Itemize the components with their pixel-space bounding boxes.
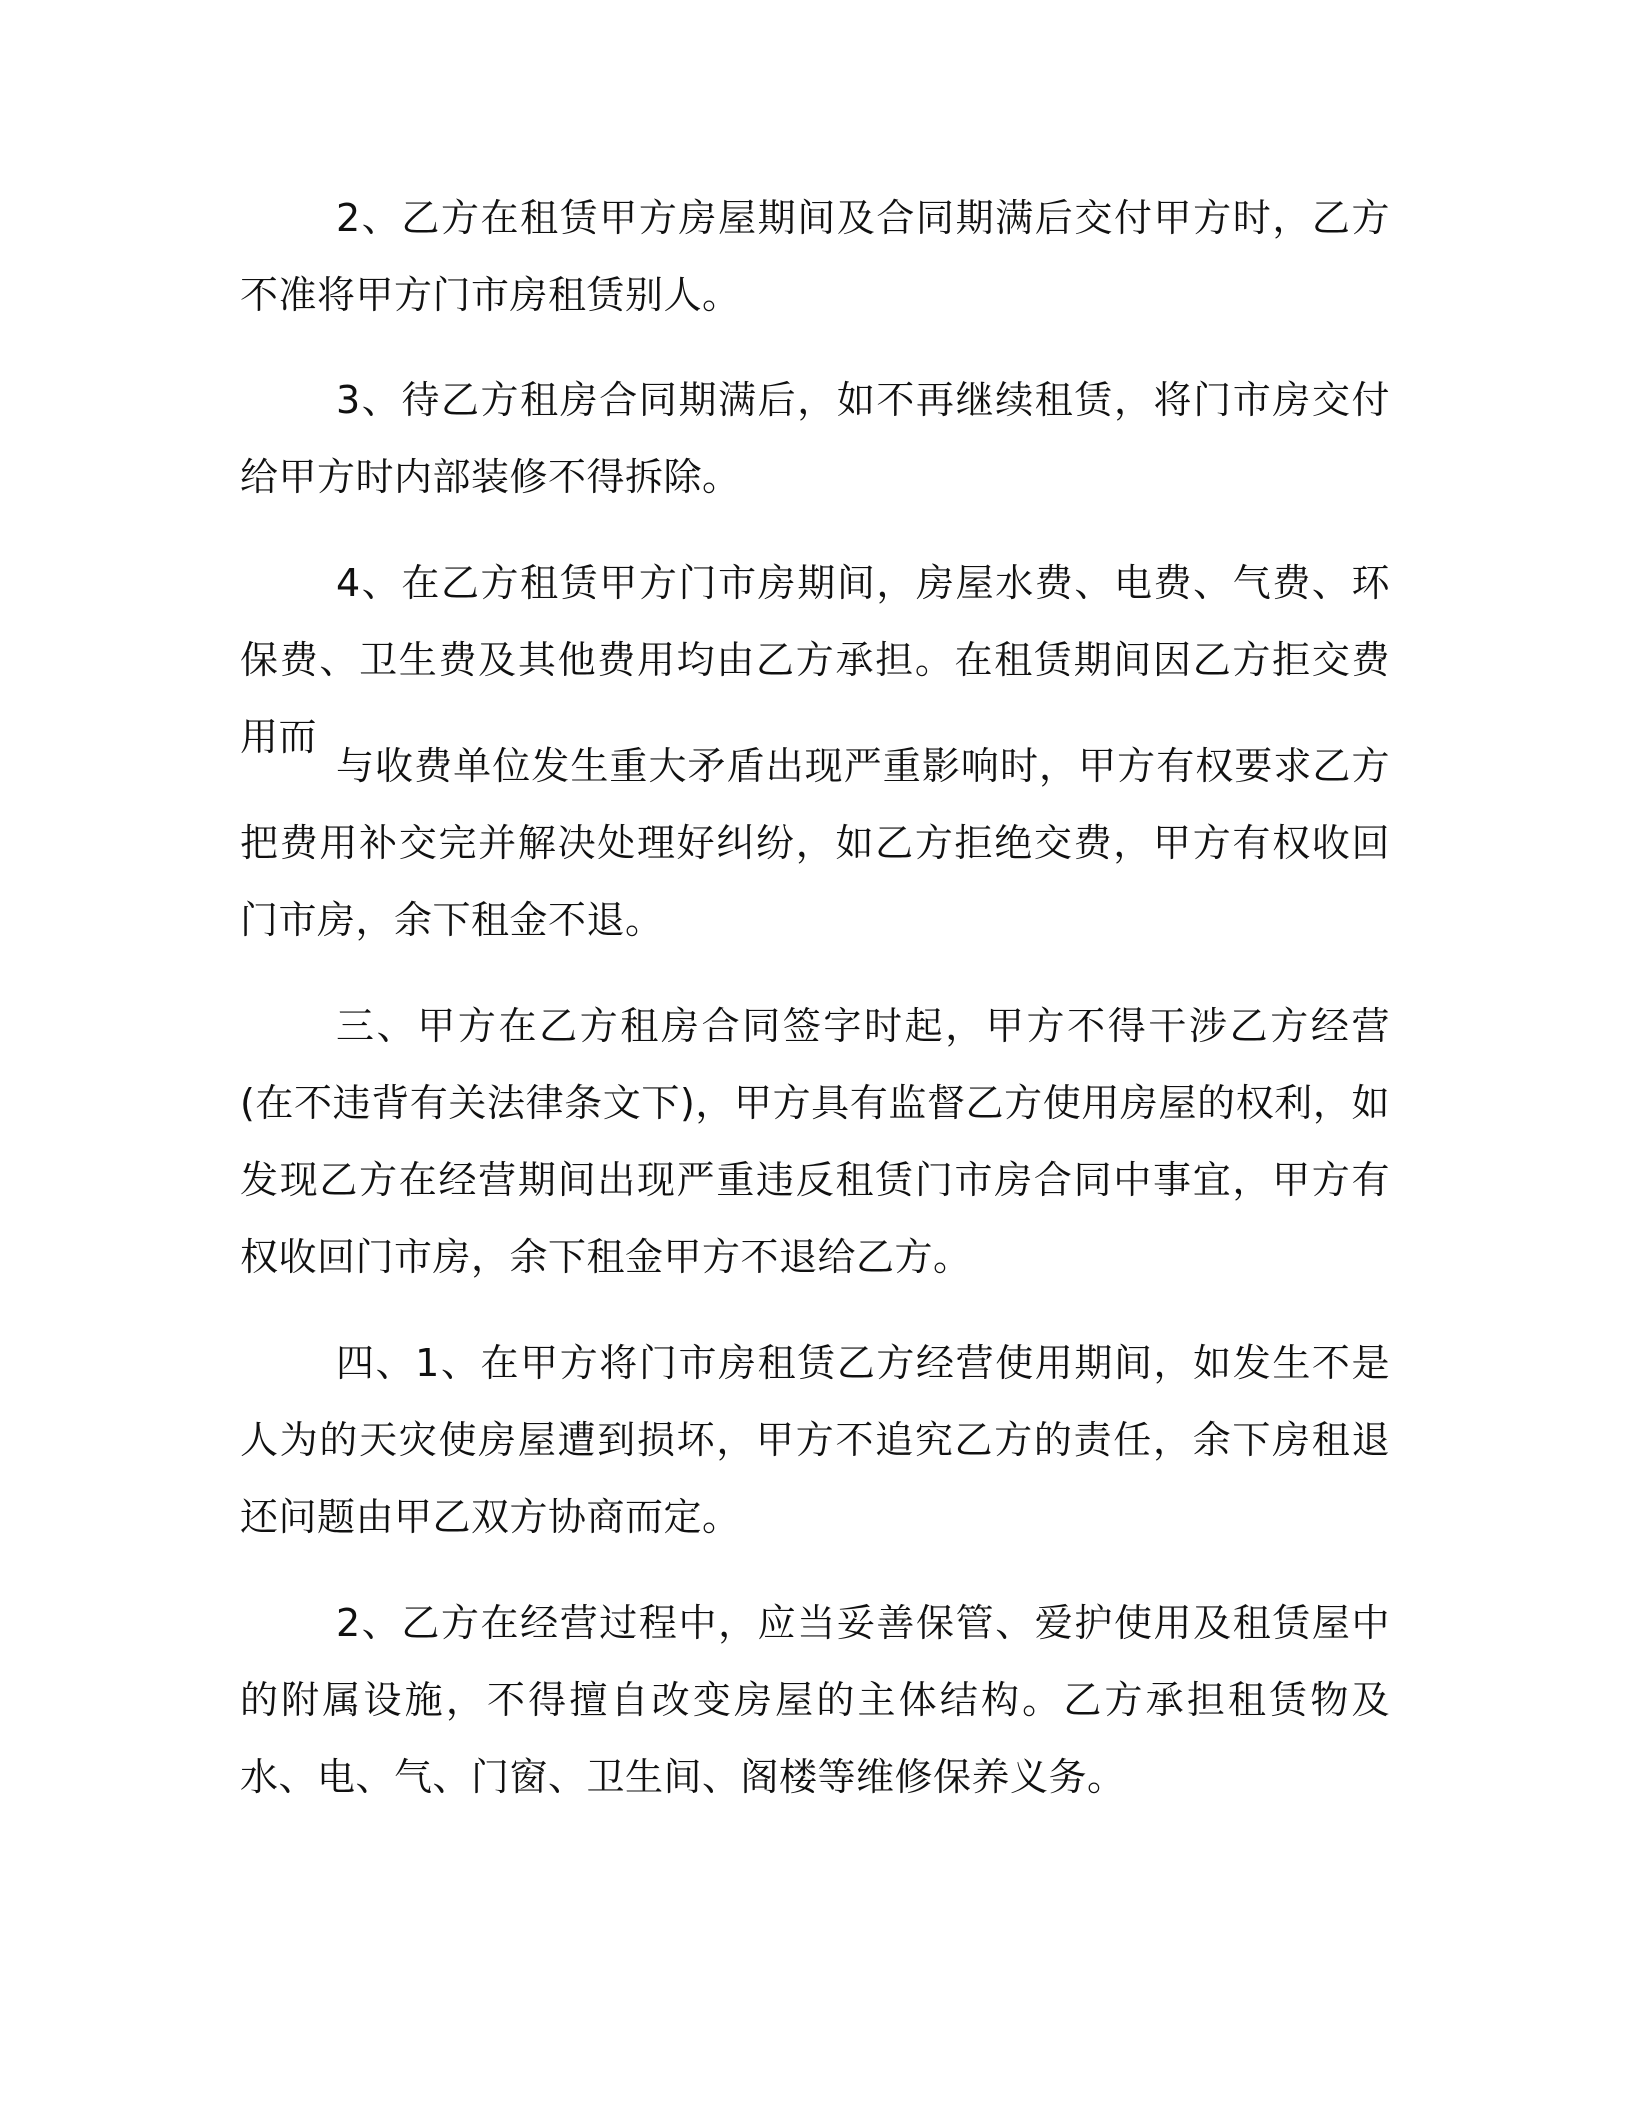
- paragraph-section-3: 三、甲方在乙方租房合同签字时起，甲方不得干涉乙方经营(在不违背有关法律条文下)，甲方具有监督乙方使用房屋的权利，如发现乙方在经营期间出现严重违反租赁门市房合同中事宜，甲方有权收回门市房，余下租金甲方不退给乙方。: [240, 1004, 1390, 1279]
- paragraph-section-4-item-2: 2、乙方在经营过程中，应当妥善保管、爱护使用及租赁屋中的附属设施，不得擅自改变房屋的主体结构。乙方承担租赁物及水、电、气、门窗、卫生间、阁楼等维修保养义务。: [240, 1601, 1390, 1799]
- paragraph-section-4-item-1: 四、1、在甲方将门市房租赁乙方经营使用期间，如发生不是人为的天灾使房屋遭到损坏，甲方不追究乙方的责任，余下房租退还问题由甲乙双方协商而定。: [240, 1341, 1390, 1539]
- paragraph-clause-3: 3、待乙方租房合同期满后，如不再继续租赁，将门市房交付给甲方时内部装修不得拆除。: [240, 378, 1390, 499]
- paragraph-clause-4-continued: 与收费单位发生重大矛盾出现严重影响时，甲方有权要求乙方把费用补交完并解决处理好纠纷，如乙方拒绝交费，甲方有权收回门市房，余下租金不退。: [240, 744, 1390, 942]
- paragraph-clause-4: 4、在乙方租赁甲方门市房期间，房屋水费、电费、气费、环保费、卫生费及其他费用均由乙方承担。在租赁期间因乙方拒交费用而: [240, 561, 1390, 759]
- paragraph-clause-2: 2、乙方在租赁甲方房屋期间及合同期满后交付甲方时，乙方不准将甲方门市房租赁别人。: [240, 196, 1390, 317]
